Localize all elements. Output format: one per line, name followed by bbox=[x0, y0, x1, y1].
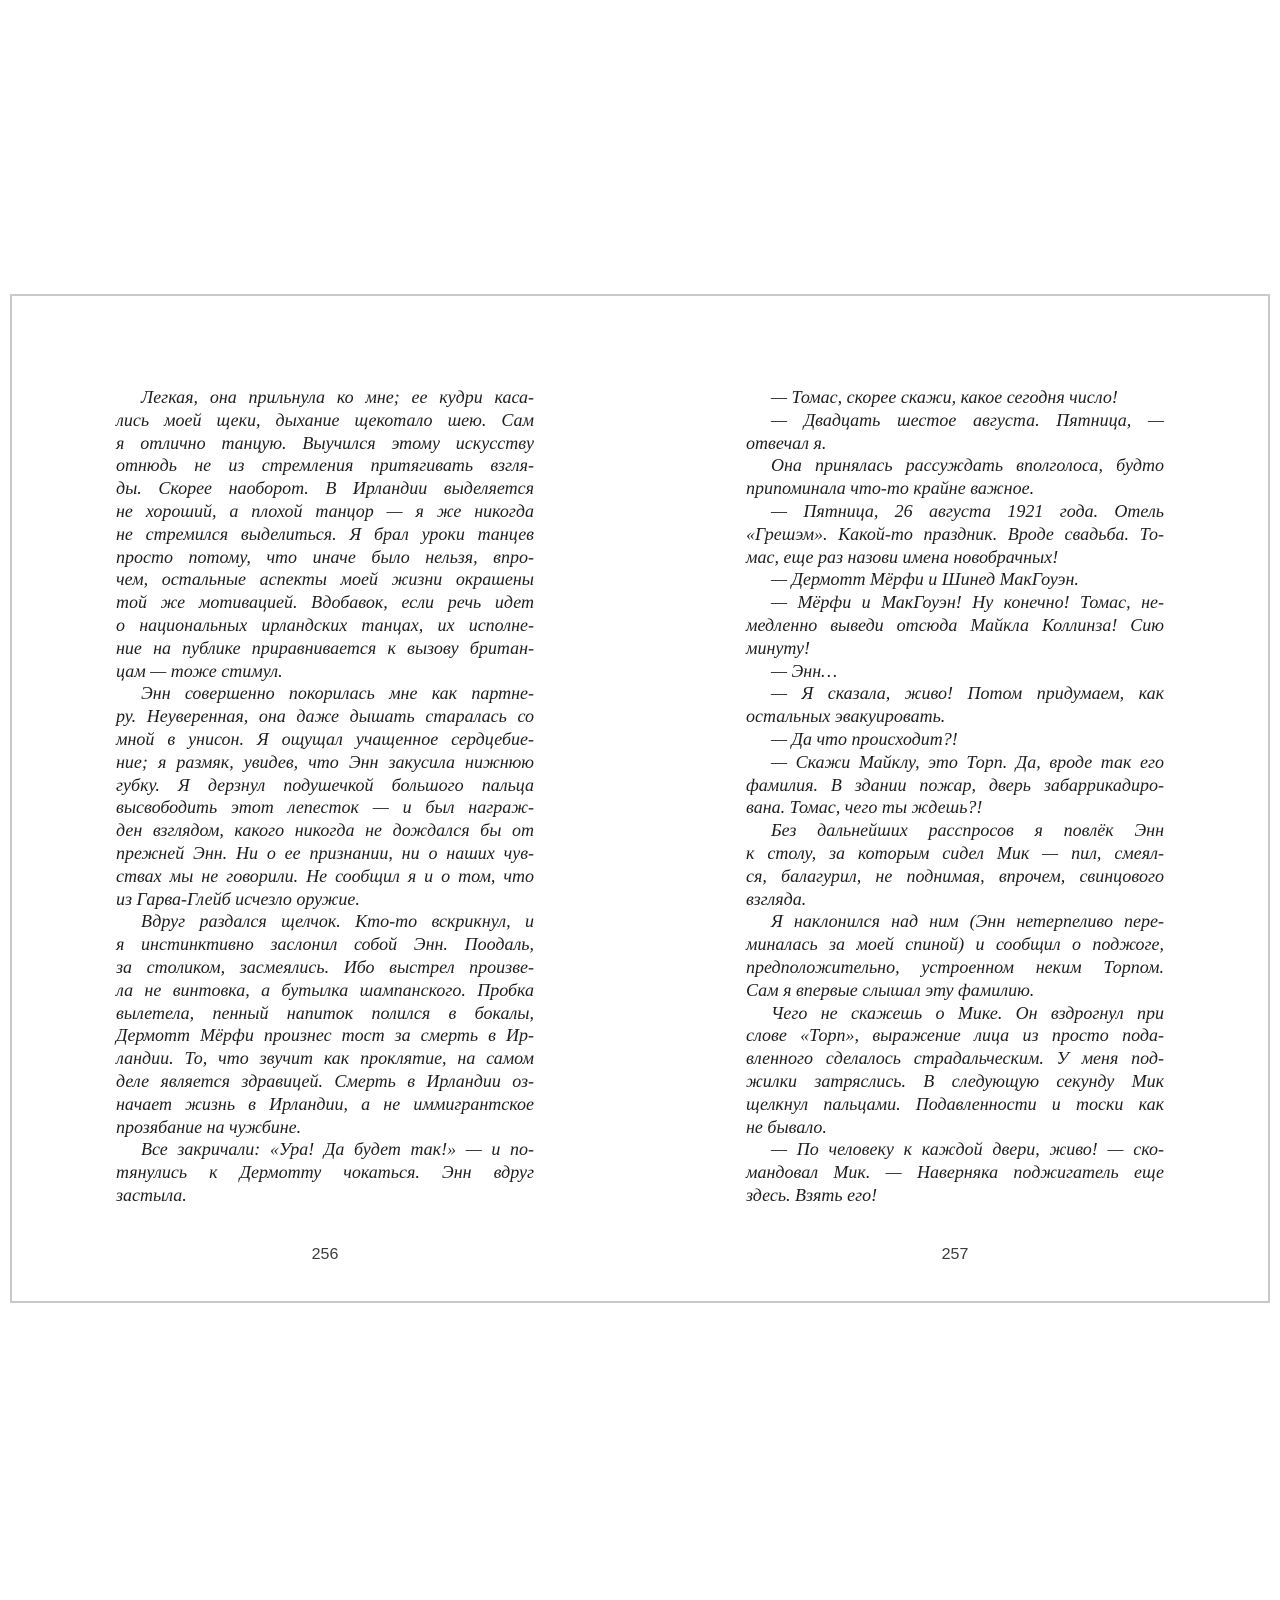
paragraph bbox=[746, 454, 1164, 500]
text-line: Чего не скажешь о Мике. Он вздрогнул при bbox=[771, 1002, 1164, 1023]
paragraph bbox=[746, 728, 1164, 751]
text-line: миналась за моей спиной) и сообщил о поджоге, bbox=[746, 934, 1164, 955]
text-line: «Грешэм». Какой-то праздник. Вроде свадьба. То- bbox=[746, 523, 1164, 544]
paragraph bbox=[746, 591, 1164, 659]
text-line: щелкнул пальцами. Подавленности и тоски как bbox=[746, 1093, 1164, 1114]
text-line: припоминала что-то крайне важное. bbox=[746, 478, 1035, 499]
text-line: ру. Неуверенная, она даже дышать старалась со bbox=[116, 706, 534, 727]
text-line: предположительно, устроенном неким Торпом. bbox=[746, 956, 1164, 977]
paragraph bbox=[116, 386, 534, 682]
text-line: отвечал я. bbox=[746, 432, 827, 453]
text-line: мандовал Мик. — Наверняка поджигатель еще bbox=[746, 1162, 1164, 1183]
text-line: просто потому, что иначе было нельзя, впро- bbox=[116, 546, 534, 567]
paragraph bbox=[746, 1138, 1164, 1206]
paragraph bbox=[116, 910, 534, 1138]
text-line: медленно выведи отсюда Майкла Коллинза! Сию bbox=[746, 614, 1164, 635]
text-line: здесь. Взять его! bbox=[746, 1184, 878, 1205]
text-line: — Скажи Майклу, это Торп. Да, вроде так его bbox=[771, 751, 1164, 772]
text-line: за столиком, засмеялись. Ибо выстрел произве- bbox=[116, 956, 534, 977]
paragraph bbox=[746, 1002, 1164, 1139]
text-line: застыла. bbox=[116, 1184, 187, 1205]
text-line: Я наклонился над ним (Энн нетерпеливо пере- bbox=[771, 911, 1164, 932]
text-line: вана. Томас, чего ты ждешь?! bbox=[746, 797, 983, 818]
paragraph bbox=[746, 910, 1164, 1001]
text-line: Сам я впервые слышал эту фамилию. bbox=[746, 979, 1035, 1000]
text-line: отнюдь не из стремления притягивать взгля- bbox=[116, 455, 534, 476]
paragraph bbox=[116, 1138, 534, 1206]
text-line: Легкая, она прильнула ко мне; ее кудри каса- bbox=[141, 387, 534, 407]
paragraph bbox=[746, 682, 1164, 728]
paragraph bbox=[746, 409, 1164, 455]
paragraph bbox=[746, 500, 1164, 568]
text-line: прозябание на чужбине. bbox=[116, 1116, 302, 1137]
text-line: — Томас, скорее скажи, какое сегодня число! bbox=[771, 387, 1118, 407]
text-line: тянулись к Дермотту чокаться. Энн вдруг bbox=[116, 1162, 534, 1183]
paragraph bbox=[746, 660, 1164, 683]
text-line: к столу, за которым сидел Мик — пил, смеял- bbox=[746, 842, 1164, 863]
text-line: слове «Торп», выражение лица из просто пода- bbox=[746, 1025, 1164, 1046]
text-line: — Мёрфи и МакГоуэн! Ну конечно! Томас, не- bbox=[771, 592, 1164, 613]
text-line: — Дермотт Мёрфи и Шинед МакГоуэн. bbox=[771, 569, 1079, 590]
text-line: вылетела, пенный напиток полился в бокалы, bbox=[116, 1002, 534, 1023]
left-page-text-column bbox=[116, 386, 534, 1207]
text-line: прежней Энн. Ни о ее признании, ни о наших чув- bbox=[116, 842, 534, 863]
text-line: Она принялась рассуждать вполголоса, будто bbox=[771, 455, 1164, 476]
paragraph bbox=[746, 751, 1164, 819]
text-line: ние; я размяк, увидев, что Энн закусила нижнюю bbox=[116, 751, 534, 772]
text-line: чем, остальные аспекты моей жизни окрашены bbox=[116, 569, 534, 590]
text-line: не стремился выделиться. Я брал уроки танцев bbox=[116, 523, 534, 544]
text-line: не бывало. bbox=[746, 1116, 827, 1137]
left-page-number: 256 bbox=[311, 1246, 339, 1263]
text-line: вленного сделалось страдальческим. У меня под- bbox=[746, 1048, 1164, 1069]
text-line: Без дальнейших расспросов я повлёк Энн bbox=[771, 820, 1164, 841]
text-line: — Энн… bbox=[771, 660, 838, 681]
text-line: — Я сказала, живо! Потом придумаем, как bbox=[771, 683, 1164, 704]
text-line: я отлично танцую. Выучился этому искусству bbox=[116, 432, 534, 453]
text-line: губку. Я дерзнул подушечкой большого пальца bbox=[116, 774, 534, 795]
text-line: деле является здравицей. Смерть в Ирландии оз- bbox=[116, 1070, 534, 1091]
right-page-text-column bbox=[746, 386, 1164, 1207]
text-line: Вдруг раздался щелчок. Кто-то вскрикнул, и bbox=[141, 911, 534, 932]
text-line: — По человеку к каждой двери, живо! — ско- bbox=[771, 1139, 1164, 1160]
text-line: ландии. То, что звучит как проклятие, на самом bbox=[116, 1048, 534, 1069]
text-line: не хороший, а плохой танцор — я же никогда bbox=[116, 500, 534, 521]
text-line: остальных эвакуировать. bbox=[746, 706, 946, 727]
text-line: Дермотт Мёрфи произнес тост за смерть в Ир- bbox=[116, 1025, 534, 1046]
paragraph bbox=[746, 386, 1164, 409]
text-line: ден взглядом, какого никогда не дождался бы от bbox=[116, 820, 534, 841]
text-line: Энн совершенно покорилась мне как партне- bbox=[141, 683, 534, 704]
paragraph bbox=[746, 819, 1164, 910]
text-line: — Двадцать шестое августа. Пятница, — bbox=[771, 409, 1164, 430]
text-line: Все закричали: «Ура! Да будет так!» — и по- bbox=[141, 1139, 534, 1160]
text-line: начает жизнь в Ирландии, а не иммигрантское bbox=[116, 1093, 534, 1114]
text-line: — Да что происходит?! bbox=[771, 728, 958, 749]
text-line: ние на публике приравнивается к вызову британ- bbox=[116, 637, 534, 658]
text-line: фамилия. В здании пожар, дверь забаррикадиро- bbox=[746, 774, 1164, 795]
text-line: ла не винтовка, а бутылка шампанского. Пробка bbox=[116, 979, 534, 1000]
text-line: ды. Скорее наоборот. В Ирландии выделяется bbox=[116, 478, 534, 499]
paragraph bbox=[116, 682, 534, 910]
text-line: ствах мы не говорили. Не сообщил я и о том, что bbox=[116, 865, 534, 886]
text-line: той же мотивацией. Вдобавок, если речь идет bbox=[116, 592, 534, 613]
text-line: мас, еще раз назови имена новобрачных! bbox=[746, 546, 1059, 567]
text-line: взгляда. bbox=[746, 888, 807, 909]
text-line: цам — тоже стимул. bbox=[116, 660, 283, 681]
text-line: лись моей щеки, дыхание щекотало шею. Сам bbox=[116, 409, 534, 430]
text-line: высвободить этот лепесток — и был награж- bbox=[116, 797, 534, 818]
text-line: мной в унисон. Я ощущал учащенное сердцебие- bbox=[116, 728, 534, 749]
paragraph bbox=[746, 568, 1164, 591]
text-line: из Гарва-Глейб исчезло оружие. bbox=[116, 888, 360, 909]
text-line: я инстинктивно заслонил собой Энн. Поодаль, bbox=[116, 934, 534, 955]
text-line: — Пятница, 26 августа 1921 года. Отель bbox=[771, 500, 1164, 521]
text-line: минуту! bbox=[746, 637, 810, 658]
text-line: жилки затряслись. В следующую секунду Мик bbox=[746, 1070, 1164, 1091]
text-line: о национальных ирландских танцах, их исполне- bbox=[116, 614, 534, 635]
text-line: ся, балагурил, не поднимая, впрочем, свинцового bbox=[746, 865, 1164, 886]
right-page-number: 257 bbox=[941, 1246, 969, 1263]
